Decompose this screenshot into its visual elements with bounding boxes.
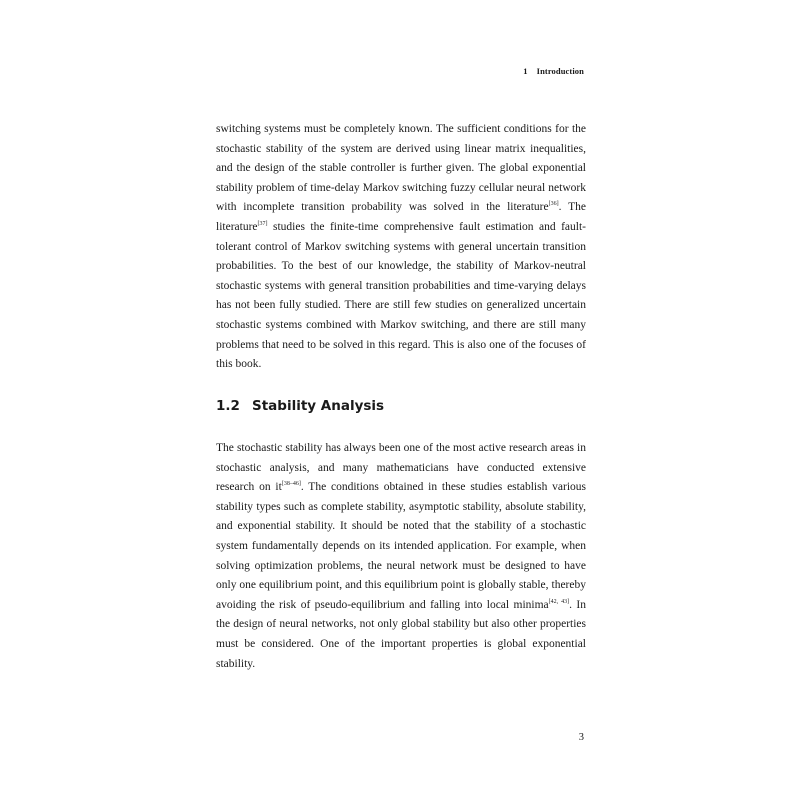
page-number: 3 [578,732,584,743]
chapter-number: 1 [523,66,528,76]
section-number: 1.2 [216,398,240,414]
running-header [523,66,584,76]
body-paragraph [216,120,586,375]
paragraph-text: . In the design of neural networks, not only global stability but also other properties must be considered. One of the important properties is global exponential stability. [216,598,586,670]
paragraph-text: . The conditions obtained in these studies establish various stability types such as complete stability, asymptotic stability, absolute stability, and exponential stability. It should be noted that the stability of a stochastic system fundamentally depends on its intended application. For example, when solving optimization problems, the neural network must be designed to have only one equilibrium point, and this equilibrium point is globally stable, thereby avoiding the risk of pseudo-equilibrium and falling into local minima [216,481,586,611]
citation-reference: [42, 43] [548,598,570,605]
citation-reference: [38–46] [281,481,301,488]
citation-reference: [37] [257,220,268,227]
citation-reference: [36] [548,201,559,208]
paragraph-text: switching systems must be completely known. The sufficient conditions for the stochastic stability of the system are derived using linear matrix inequalities, and the design of the stable controller is further given. The global exponential stability problem of time-delay Markov switching fuzzy cellular neural network with incomplete transition probability was solved in the literature [216,123,586,214]
body-paragraph [216,439,586,674]
section-heading [216,398,384,414]
paragraph-text: studies the finite-time comprehensive fault estimation and fault-tolerant control of Markov switching systems with general uncertain transition probabilities. To the best of our knowledge, the stability of Markov-neutral stochastic systems with general transition probabilities and time-varying delays has not been fully studied. There are still few studies on generalized uncertain stochastic systems combined with Markov switching, and there are still many problems that need to be solved in this regard. This is also one of the focuses of this book. [216,220,586,371]
section-title: Stability Analysis [252,398,385,414]
chapter-title: Introduction [536,66,584,76]
paragraph-text: . The literature [216,201,586,233]
paragraph-text: The stochastic stability has always been one of the most active research areas in stochastic analysis, and many mathematicians have conducted extensive research on it [216,442,586,494]
